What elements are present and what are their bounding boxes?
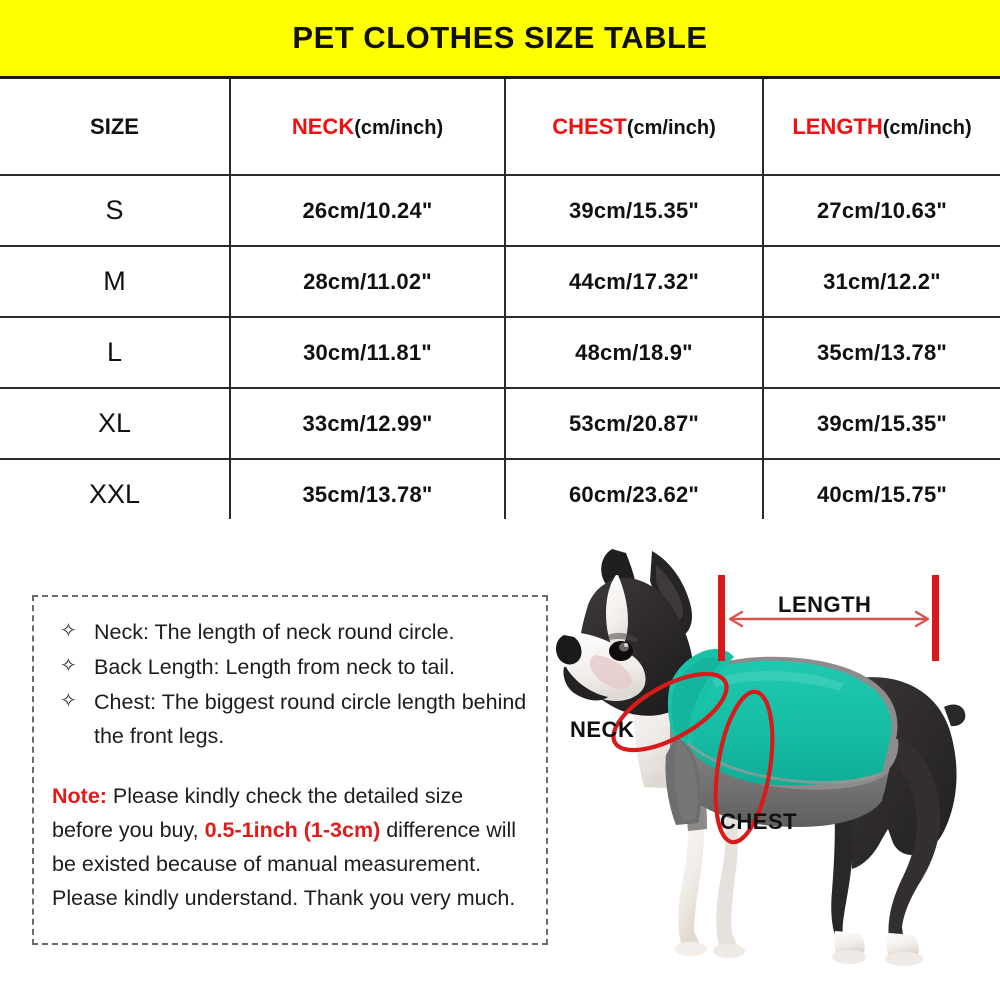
- cell-neck: 33cm/12.99": [230, 388, 505, 459]
- cell-size: M: [0, 246, 230, 317]
- column-header-size-text: SIZE: [90, 113, 139, 139]
- column-header-chest-unit: (cm/inch): [626, 116, 716, 139]
- cell-chest: 44cm/17.32": [505, 246, 763, 317]
- cell-length: 27cm/10.63": [763, 175, 1000, 246]
- measurement-info-box: [32, 595, 548, 945]
- cell-size: S: [0, 175, 230, 246]
- length-end-bar: [932, 575, 939, 661]
- dog-photo-graphic: [552, 539, 1000, 1000]
- list-item: [48, 615, 530, 649]
- table-row: [0, 246, 1000, 317]
- measurement-definition-list: [48, 615, 530, 753]
- cell-size: L: [0, 317, 230, 388]
- note-text-part2: difference will be existed because of manual measurement. Please kindly understand. Thank you very much.: [52, 818, 517, 910]
- note-text-part1: Please kindly check the detailed size before you buy,: [52, 784, 464, 842]
- length-start-bar: [718, 575, 725, 661]
- list-item: [48, 685, 530, 753]
- table-row: [0, 175, 1000, 246]
- cell-length: 39cm/15.35": [763, 388, 1000, 459]
- column-header-chest: [505, 79, 763, 175]
- dog-measurement-illustration: [552, 539, 1000, 1000]
- cell-length: 35cm/13.78": [763, 317, 1000, 388]
- diamond-star-icon: ✧: [60, 690, 77, 712]
- note-paragraph: [52, 779, 530, 915]
- column-header-length-unit: (cm/inch): [882, 116, 972, 139]
- diamond-star-icon: ✧: [60, 655, 77, 677]
- table-row: [0, 388, 1000, 459]
- list-item-text: Back Length: Length from neck to tail.: [94, 655, 455, 679]
- cell-length: 31cm/12.2": [763, 246, 1000, 317]
- header-banner: [0, 0, 1000, 79]
- page-title: PET CLOTHES SIZE TABLE: [292, 20, 708, 55]
- cell-chest: 60cm/23.62": [505, 459, 763, 530]
- column-header-chest-measure: CHEST: [552, 113, 627, 139]
- list-item: [48, 650, 530, 684]
- column-header-length-measure: LENGTH: [792, 113, 883, 139]
- size-table: [0, 79, 1000, 531]
- length-label: LENGTH: [778, 592, 872, 617]
- note-label: Note:: [52, 784, 107, 808]
- cell-length: 40cm/15.75": [763, 459, 1000, 530]
- cell-neck: 28cm/11.02": [230, 246, 505, 317]
- cell-chest: 53cm/20.87": [505, 388, 763, 459]
- cell-neck: 26cm/10.24": [230, 175, 505, 246]
- cell-chest: 39cm/15.35": [505, 175, 763, 246]
- lower-section: [0, 519, 1000, 1000]
- note-highlight: 0.5-1inch (1-3cm): [204, 818, 381, 842]
- column-header-neck-measure: NECK: [291, 113, 355, 139]
- cell-chest: 48cm/18.9": [505, 317, 763, 388]
- column-header-length: [763, 79, 1000, 175]
- column-header-size: [0, 79, 230, 175]
- chest-label: CHEST: [720, 809, 798, 834]
- diamond-star-icon: ✧: [60, 620, 77, 642]
- column-header-neck: [230, 79, 505, 175]
- list-item-text: Chest: The biggest round circle length behind the front legs.: [94, 690, 527, 748]
- neck-label: NECK: [570, 717, 635, 742]
- cell-size: XXL: [0, 459, 230, 530]
- length-measurement-annotation: [718, 575, 939, 661]
- cell-neck: 35cm/13.78": [230, 459, 505, 530]
- table-header-row: [0, 79, 1000, 175]
- cell-size: XL: [0, 388, 230, 459]
- table-row: [0, 317, 1000, 388]
- column-header-neck-unit: (cm/inch): [354, 116, 444, 139]
- cell-neck: 30cm/11.81": [230, 317, 505, 388]
- list-item-text: Neck: The length of neck round circle.: [94, 620, 455, 644]
